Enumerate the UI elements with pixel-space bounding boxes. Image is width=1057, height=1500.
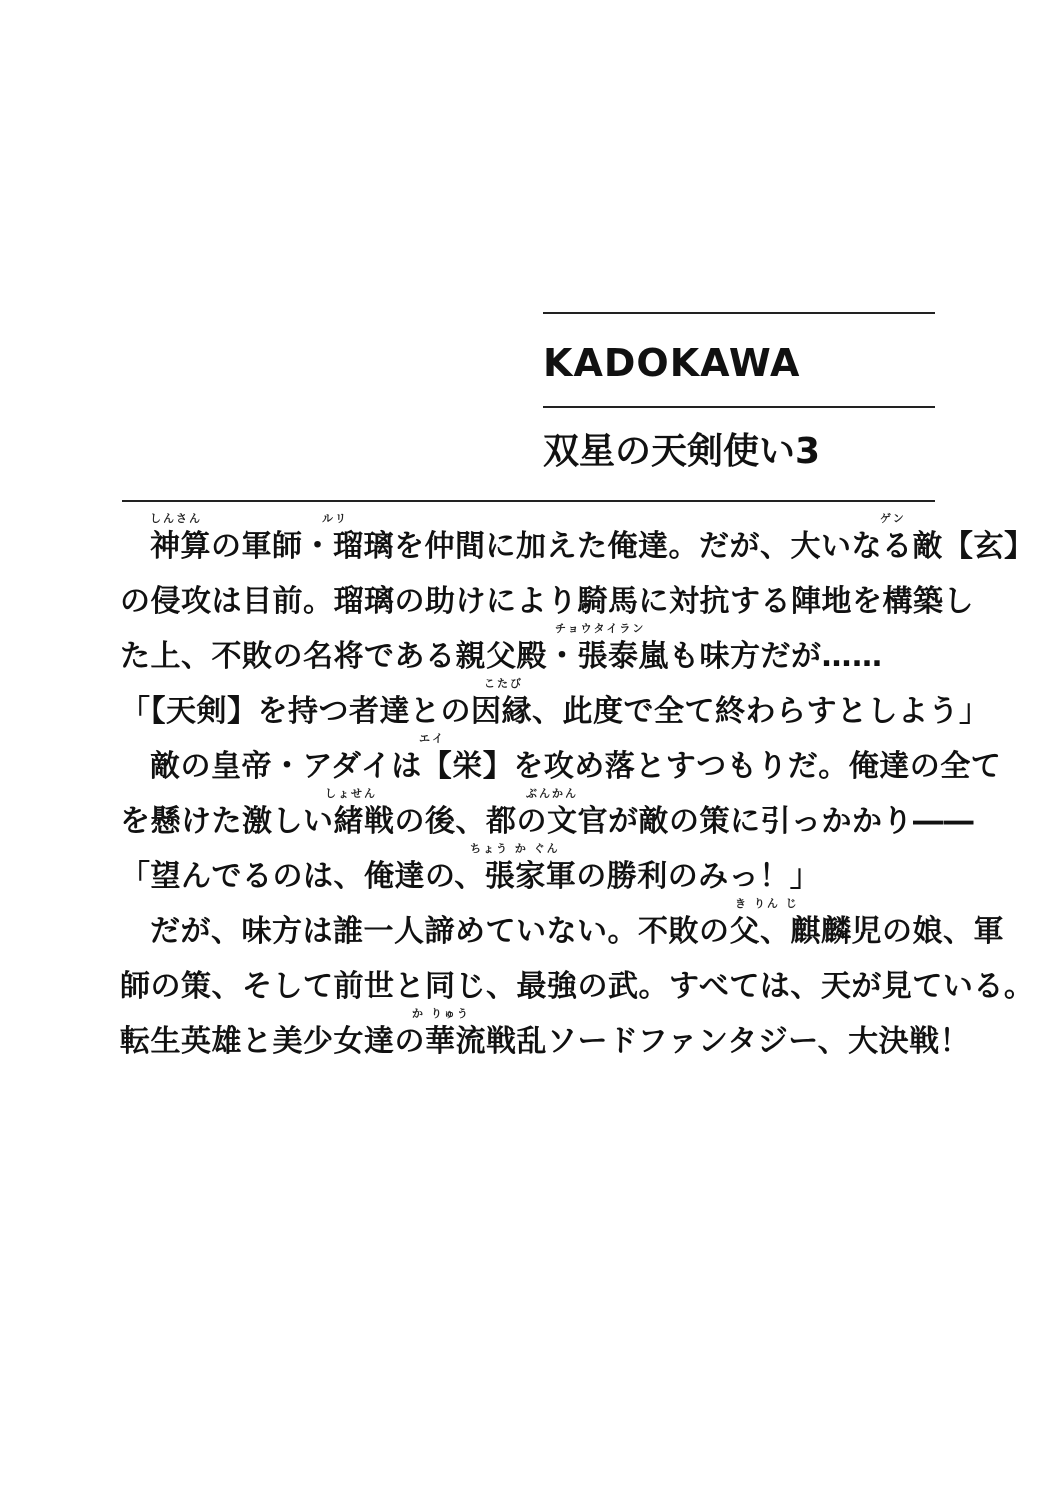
blurb-line: の侵攻は目前。瑠璃の助けにより騎馬に対抗する陣地を構築し <box>120 584 974 619</box>
furigana: ちょう か ぐん <box>470 842 560 855</box>
book-title: 双星の天剣使い3 <box>543 431 821 472</box>
middle-divider <box>543 406 935 408</box>
furigana: ぶんかん <box>526 787 578 800</box>
furigana: しょせん <box>325 787 377 800</box>
furigana: き りん じ <box>735 897 799 910</box>
furigana: チョウタイラン <box>555 622 646 635</box>
blurb-line: 「望んでるのは、俺達の、張家軍の勝利のみっ！」 <box>120 859 821 894</box>
blurb-line: 敵の皇帝・アダイは【栄】を攻め落とすつもりだ。俺達の全て <box>150 749 1002 784</box>
furigana: か りゅう <box>412 1007 470 1020</box>
blurb-line: 「【天剣】を持つ者達との因縁、此度で全て終わらすとしよう」 <box>120 694 990 729</box>
blurb-text <box>120 514 1035 1064</box>
publisher-name: KADOKAWA <box>543 341 801 385</box>
blurb-divider <box>122 500 935 502</box>
furigana: こたび <box>484 677 523 690</box>
furigana: しんさん <box>150 512 202 525</box>
blurb-line: 神算の軍師・瑠璃を仲間に加えた俺達。だが、大いなる敵【玄】 <box>150 529 1035 564</box>
blurb-line: 師の策、そして前世と同じ、最強の武。すべては、天が見ている。 <box>120 969 1035 1004</box>
blurb-line: を懸けた激しい緒戦の後、都の文官が敵の策に引っかかり―― <box>120 804 974 839</box>
furigana: ゲン <box>880 512 906 525</box>
blurb-line: だが、味方は誰一人諦めていない。不敗の父、麒麟児の娘、軍 <box>150 914 1004 949</box>
blurb-line: た上、不敗の名将である親父殿・張泰嵐も味方だが…… <box>120 639 883 674</box>
blurb-line: 転生英雄と美少女達の華流戦乱ソードファンタジー、大決戦！ <box>120 1024 971 1059</box>
furigana: エイ <box>419 732 445 745</box>
furigana: ルリ <box>322 512 348 525</box>
top-divider <box>543 312 935 314</box>
